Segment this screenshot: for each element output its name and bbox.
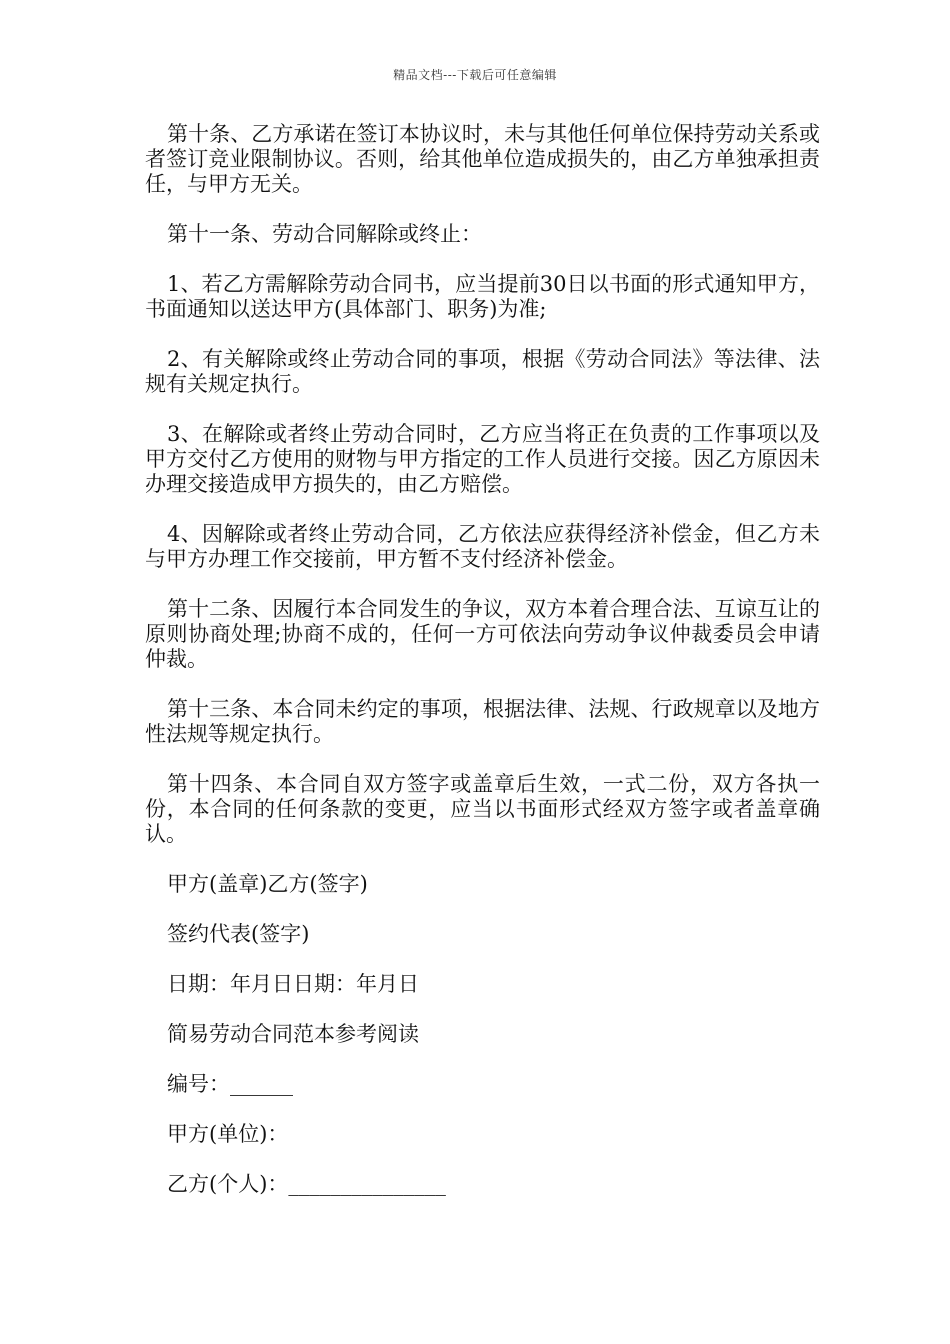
party-b-blank: _______________: [288, 1172, 446, 1196]
party-b-row: [145, 1172, 820, 1197]
party-a-label: 甲方(单位)：: [167, 1122, 289, 1146]
signature-representative-line: 签约代表(签字): [167, 922, 310, 946]
article-11-clause-1: 1、若乙方需解除劳动合同书，应当提前30日以书面的形式通知甲方，书面通知以送达甲方(具体部门、职务)为准;: [145, 272, 820, 321]
signature-date-line: 日期：年月日日期：年月日: [167, 972, 419, 996]
article-10-paragraph: 第十条、乙方承诺在签订本协议时，未与其他任何单位保持劳动关系或者签订竞业限制协议。否则，给其他单位造成损失的，由乙方单独承担责任，与甲方无关。: [145, 122, 820, 196]
section-title: 简易劳动合同范本参考阅读: [167, 1022, 419, 1046]
article-12-paragraph: 第十二条、因履行本合同发生的争议，双方本着合理合法、互谅互让的原则协商处理;协商不成的，任何一方可依法向劳动争议仲裁委员会申请仲裁。: [145, 597, 820, 671]
article-11-clause-3: 3、在解除或者终止劳动合同时，乙方应当将正在负责的工作事项以及甲方交付乙方使用的财物与甲方指定的工作人员进行交接。因乙方原因未办理交接造成甲方损失的，由乙方赔偿。: [145, 422, 820, 496]
signature-parties-line: 甲方(盖章)乙方(签字): [167, 872, 368, 896]
article-13-paragraph: 第十三条、本合同未约定的事项，根据法律、法规、行政规章以及地方性法规等规定执行。: [145, 697, 820, 746]
contract-number-label: 编号：: [167, 1072, 230, 1096]
contract-number-row: [145, 1072, 820, 1097]
page-header: 精品文档---下载后可任意编辑: [393, 68, 557, 82]
contract-number-blank: ______: [230, 1072, 293, 1096]
article-11-clause-4: 4、因解除或者终止劳动合同，乙方依法应获得经济补偿金，但乙方未与甲方办理工作交接前，甲方暂不支付经济补偿金。: [145, 522, 820, 571]
article-11-heading: 第十一条、劳动合同解除或终止：: [167, 222, 482, 246]
article-11-clause-2: 2、有关解除或终止劳动合同的事项，根据《劳动合同法》等法律、法规有关规定执行。: [145, 347, 820, 396]
party-a-row: [145, 1122, 820, 1147]
article-14-paragraph: 第十四条、本合同自双方签字或盖章后生效，一式二份，双方各执一份，本合同的任何条款的变更，应当以书面形式经双方签字或者盖章确认。: [145, 772, 820, 846]
document-body: [145, 122, 820, 1222]
party-b-label: 乙方(个人)：: [167, 1172, 289, 1196]
